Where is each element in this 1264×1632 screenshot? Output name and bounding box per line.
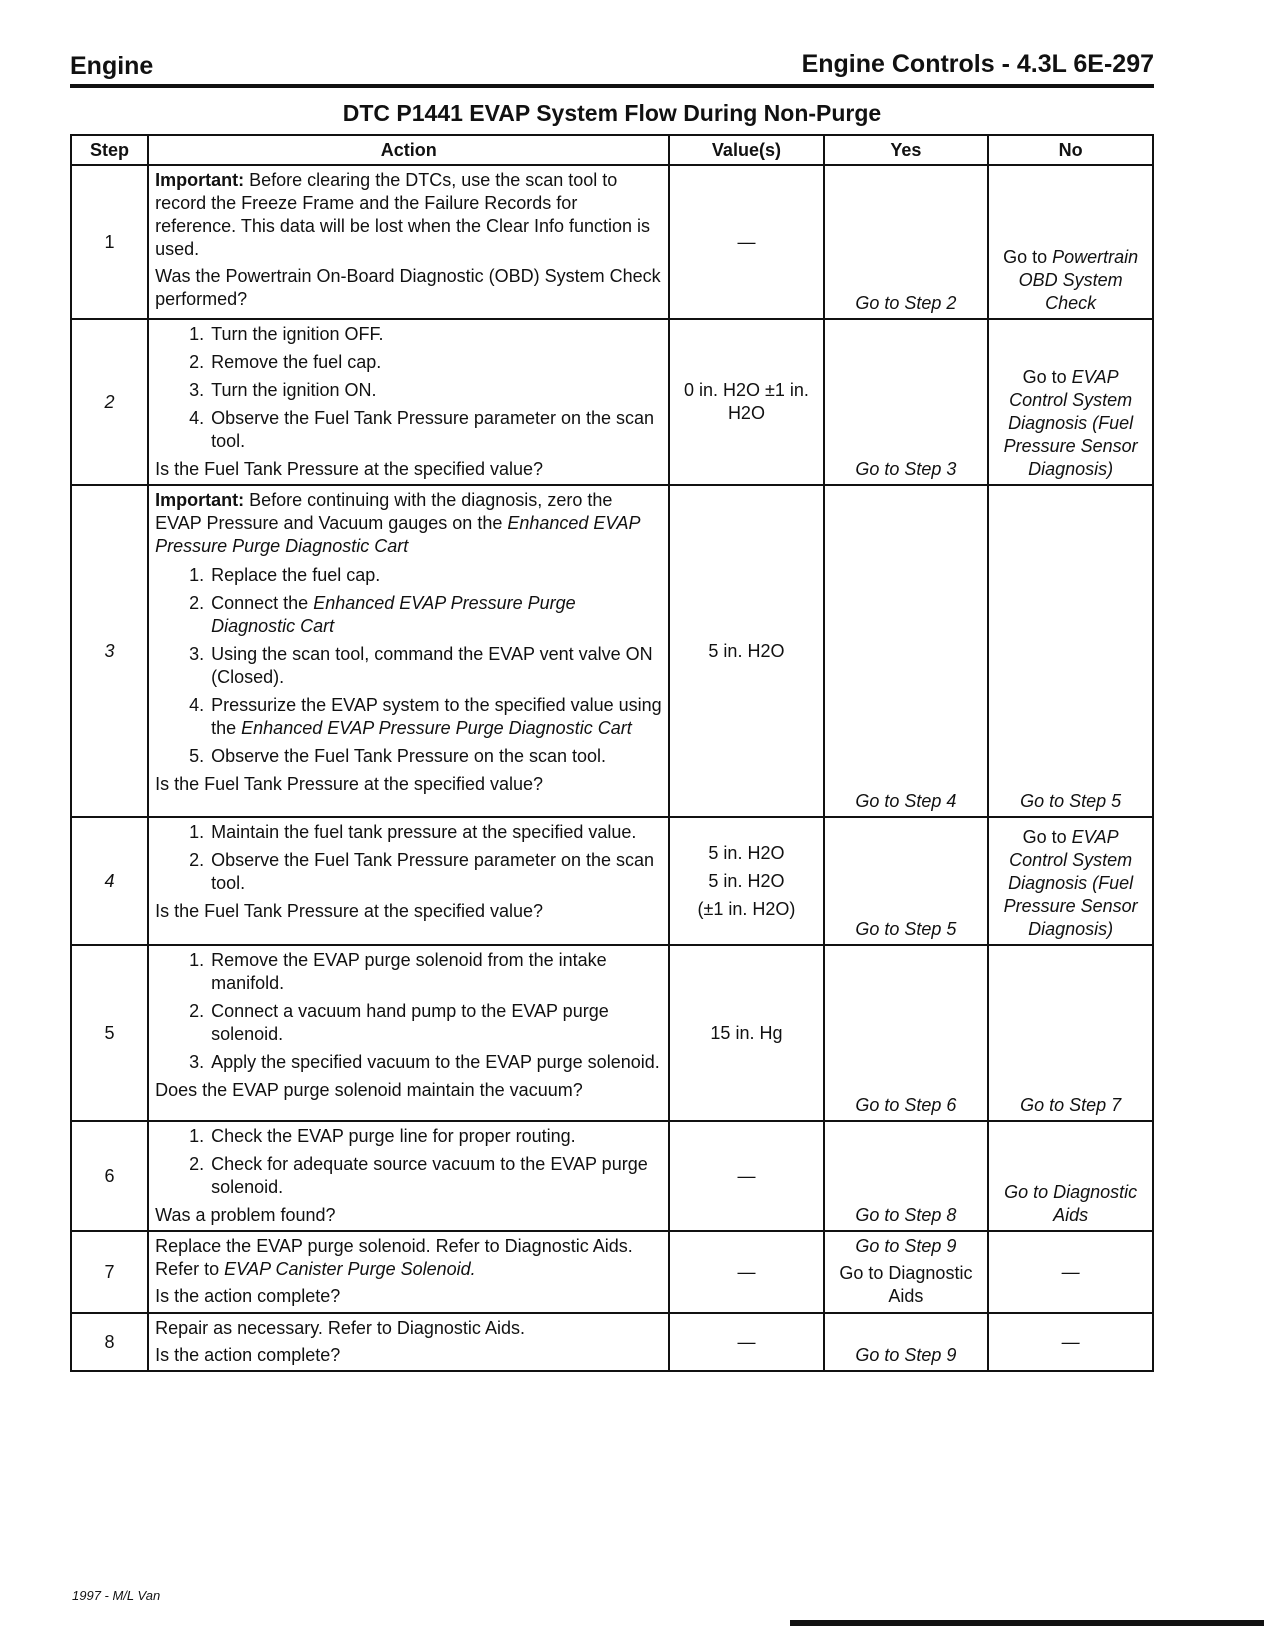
procedure-item-text: Connect the	[211, 593, 314, 613]
important-text: Before continuing with the diagnosis, zero the EVAP Pressure and Vacuum gauges on the	[155, 490, 613, 533]
procedure-list	[155, 564, 662, 768]
no-prefix: Go to	[1022, 367, 1072, 387]
table-header-row	[71, 135, 1153, 165]
important-label: Important:	[155, 490, 245, 510]
value-cell: 0 in. H2O ±1 in. H2O	[669, 319, 823, 485]
step-number: 4	[71, 817, 148, 945]
action-text-plain: Replace the EVAP purge solenoid. Refer to Diagnostic Aids. Refer to	[155, 1236, 633, 1279]
action-cell	[148, 1231, 669, 1313]
no-cell: Go to Step 7	[988, 945, 1153, 1121]
yes-cell: Go to Step 8	[824, 1121, 989, 1231]
procedure-item: 5. Observe the Fuel Tank Pressure on the scan tool.	[209, 745, 662, 768]
page-title: DTC P1441 EVAP System Flow During Non-Purge	[342, 100, 882, 126]
procedure-item	[209, 694, 662, 740]
procedure-item: 1. Remove the EVAP purge solenoid from the intake manifold.	[209, 949, 662, 995]
action-cell	[148, 1121, 669, 1231]
step-number: 1	[71, 165, 148, 319]
procedure-item: 3. Using the scan tool, command the EVAP vent valve ON (Closed).	[209, 643, 662, 689]
yes-line: Go to Step 9	[855, 1236, 957, 1256]
value-line: 5 in. H2O	[708, 870, 785, 891]
procedure-item: 2. Connect a vacuum hand pump to the EVAP purge solenoid.	[209, 1000, 662, 1046]
important-text: Before clearing the DTCs, use the scan tool to record the Freeze Frame and the Failure Records for reference. This data will be lost when the Clear Info function is used.	[155, 170, 651, 259]
no-cell: Go to Step 5	[988, 485, 1153, 817]
no-prefix: Go to	[1022, 827, 1072, 847]
procedure-list	[155, 323, 662, 453]
important-note	[155, 169, 662, 261]
procedure-list	[155, 821, 662, 895]
value-cell: —	[669, 1313, 823, 1371]
column-header-yes: Yes	[824, 135, 989, 165]
header-section-title: Engine	[70, 52, 154, 80]
no-link-text: Powertrain OBD System Check	[1018, 247, 1139, 313]
yes-cell: Go to Step 6	[824, 945, 989, 1121]
action-cell	[148, 165, 669, 319]
step-question: Is the Fuel Tank Pressure at the specified value?	[155, 774, 544, 794]
table-row	[71, 1313, 1153, 1371]
value-cell: 15 in. Hg	[669, 945, 823, 1121]
step-number: 6	[71, 1121, 148, 1231]
action-cell	[148, 945, 669, 1121]
procedure-item: 1. Maintain the fuel tank pressure at the specified value.	[209, 821, 662, 844]
step-number: 8	[71, 1313, 148, 1371]
procedure-item: 1. Turn the ignition OFF.	[209, 323, 662, 346]
procedure-item-text: Pressurize the EVAP system to the specified value using the	[211, 695, 662, 738]
action-text: Repair as necessary. Refer to Diagnostic Aids.	[155, 1318, 525, 1338]
yes-cell: Go to Step 2	[824, 165, 989, 319]
important-note	[155, 489, 662, 558]
action-cell	[148, 485, 669, 817]
step-number: 7	[71, 1231, 148, 1313]
procedure-item: 2. Remove the fuel cap.	[209, 351, 662, 374]
step-question: Does the EVAP purge solenoid maintain the vacuum?	[155, 1080, 583, 1100]
action-cell	[148, 817, 669, 945]
column-header-values: Value(s)	[669, 135, 823, 165]
no-cell: —	[988, 1313, 1153, 1371]
procedure-item: 3. Apply the specified vacuum to the EVAP purge solenoid.	[209, 1051, 662, 1074]
column-header-no: No	[988, 135, 1153, 165]
table-row	[71, 165, 1153, 319]
step-number: 2	[71, 319, 148, 485]
header-rule	[70, 84, 1154, 88]
step-question: Was the Powertrain On-Board Diagnostic (OBD) System Check performed?	[155, 266, 661, 309]
important-label: Important:	[155, 170, 245, 190]
yes-cell: Go to Step 5	[824, 817, 989, 945]
procedure-list	[155, 949, 662, 1074]
yes-cell: Go to Step 4	[824, 485, 989, 817]
action-text	[155, 1235, 662, 1281]
procedure-item: 2. Check for adequate source vacuum to the EVAP purge solenoid.	[209, 1153, 662, 1199]
header-page-reference: Engine Controls - 4.3L 6E-297	[801, 50, 1154, 78]
yes-cell: Go to Step 3	[824, 319, 989, 485]
table-row	[71, 319, 1153, 485]
table-row	[71, 485, 1153, 817]
value-cell: —	[669, 165, 823, 319]
procedure-item: 3. Turn the ignition ON.	[209, 379, 662, 402]
step-question: Is the Fuel Tank Pressure at the specified value?	[155, 459, 544, 479]
step-question: Is the action complete?	[155, 1345, 341, 1365]
procedure-item: 2. Observe the Fuel Tank Pressure parameter on the scan tool.	[209, 849, 662, 895]
step-question: Is the Fuel Tank Pressure at the specified value?	[155, 901, 544, 921]
procedure-item: 1. Check the EVAP purge line for proper routing.	[209, 1125, 662, 1148]
important-tool-name: Enhanced EVAP Pressure Purge Diagnostic Cart	[155, 513, 640, 556]
yes-cell	[824, 1231, 989, 1313]
table-row	[71, 817, 1153, 945]
column-header-action: Action	[148, 135, 669, 165]
procedure-item	[209, 592, 662, 638]
footer-vehicle-label: 1997 - M/L Van	[72, 1588, 161, 1603]
table-row	[71, 1121, 1153, 1231]
value-line: 5 in. H2O	[708, 842, 785, 863]
no-cell	[988, 165, 1153, 319]
no-cell: —	[988, 1231, 1153, 1313]
scan-edge-mark	[790, 1620, 1264, 1626]
yes-cell: Go to Step 9	[824, 1313, 989, 1371]
value-cell: —	[669, 1121, 823, 1231]
value-cell	[669, 817, 823, 945]
no-prefix: Go to	[1003, 247, 1053, 267]
diagnostic-table	[70, 134, 1154, 1372]
yes-line: Go to Diagnostic Aids	[839, 1263, 973, 1306]
procedure-item: 4. Observe the Fuel Tank Pressure parameter on the scan tool.	[209, 407, 662, 453]
step-question: Was a problem found?	[155, 1205, 336, 1225]
step-question: Is the action complete?	[155, 1286, 341, 1306]
value-line: (±1 in. H2O)	[697, 898, 796, 919]
no-link-text: EVAP Control System Diagnosis (Fuel Pressure Sensor Diagnosis)	[1003, 827, 1138, 939]
no-cell	[988, 817, 1153, 945]
no-link-text: EVAP Control System Diagnosis (Fuel Pressure Sensor Diagnosis)	[1003, 367, 1138, 479]
action-text-reference: EVAP Canister Purge Solenoid.	[224, 1259, 476, 1279]
table-row	[71, 945, 1153, 1121]
no-cell	[988, 319, 1153, 485]
action-cell	[148, 319, 669, 485]
value-cell: —	[669, 1231, 823, 1313]
step-number: 5	[71, 945, 148, 1121]
column-header-step: Step	[71, 135, 148, 165]
table-row	[71, 1231, 1153, 1313]
action-cell	[148, 1313, 669, 1371]
value-cell: 5 in. H2O	[669, 485, 823, 817]
procedure-item-tool: Enhanced EVAP Pressure Purge Diagnostic Cart	[211, 593, 576, 636]
procedure-list	[155, 1125, 662, 1199]
no-cell: Go to Diagnostic Aids	[988, 1121, 1153, 1231]
step-number: 3	[71, 485, 148, 817]
procedure-item-tool: Enhanced EVAP Pressure Purge Diagnostic Cart	[241, 718, 632, 738]
procedure-item: 1. Replace the fuel cap.	[209, 564, 662, 587]
